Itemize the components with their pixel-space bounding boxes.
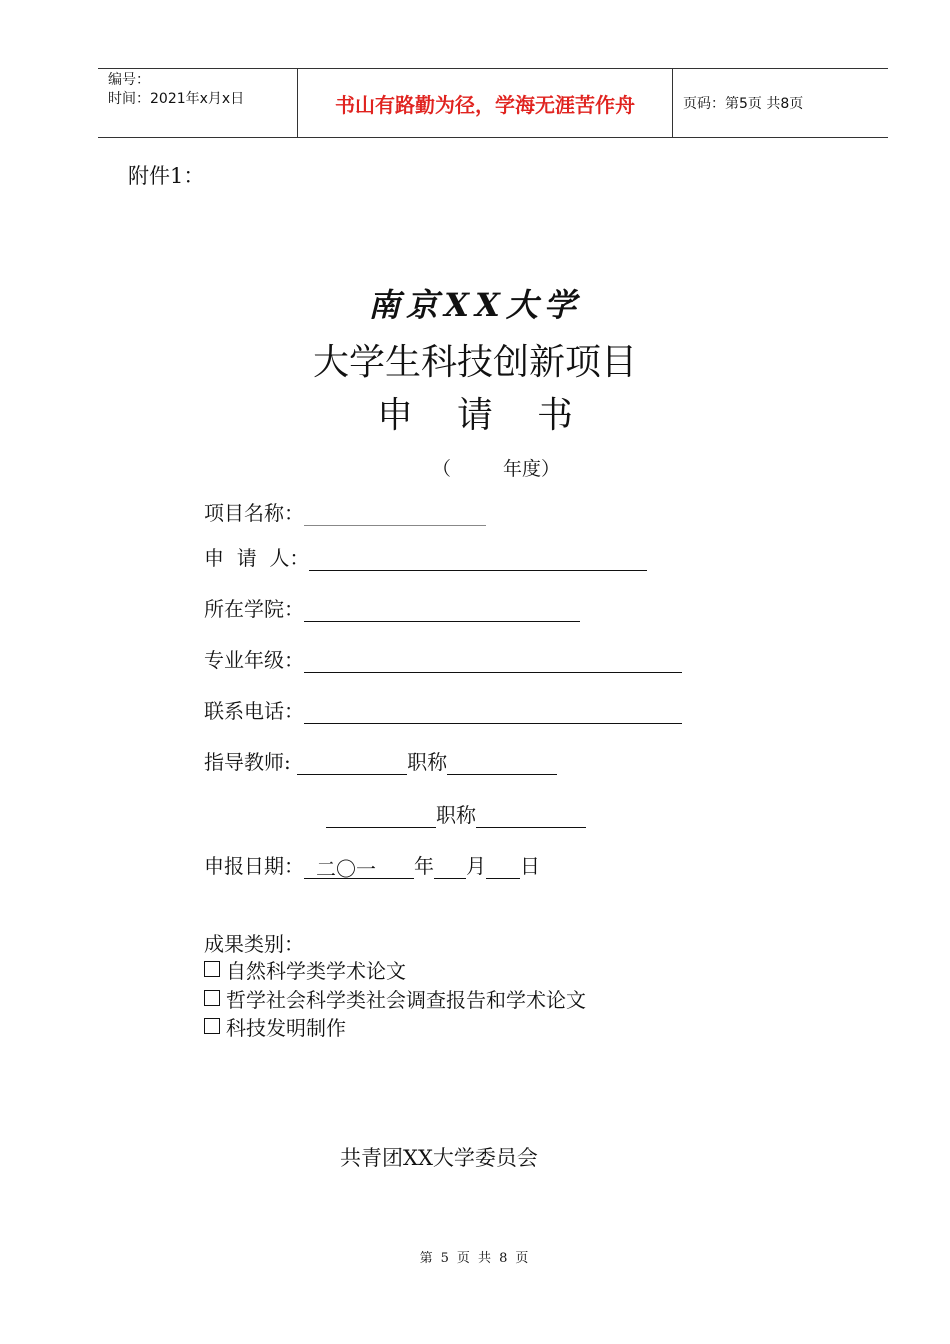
main-title: 大学生科技创新项目 — [312, 342, 637, 383]
university-title: 南京XX大学 — [368, 286, 582, 324]
page-number-mid: 页 共 — [456, 1251, 494, 1266]
date-label: 申报日期： — [204, 854, 304, 878]
date-month-label: 月 — [466, 854, 486, 878]
advisor2-title-label: 职称 — [436, 803, 476, 827]
applicant-row — [204, 541, 647, 571]
date-year-prefix: 二〇一 — [316, 857, 376, 881]
date-year-label: 年 — [414, 854, 434, 878]
advisor-title-label: 职称 — [407, 750, 448, 774]
category-title: 成果类别： — [204, 932, 304, 956]
page-number-current: 5 — [440, 1251, 451, 1266]
phone-row — [204, 694, 682, 724]
code-label: 编号： — [108, 72, 150, 88]
advisor2-row — [326, 798, 586, 828]
applicant-input[interactable] — [309, 544, 647, 571]
application-title: 申请书 — [376, 395, 617, 436]
category-option-label: 科技发明制作 — [226, 1016, 346, 1040]
header-motto: 书山有路勤为径，学海无涯苦作舟 — [335, 92, 635, 117]
applicant-label: 申 请 人： — [204, 546, 310, 570]
date-day-input[interactable] — [486, 852, 520, 879]
date-month-input[interactable] — [434, 852, 466, 879]
category-option[interactable] — [204, 984, 586, 1013]
year-line — [432, 454, 560, 481]
advisor-label: 指导教师: — [204, 750, 298, 774]
advisor-title-input[interactable] — [447, 748, 557, 775]
page-number — [0, 1247, 950, 1266]
phone-label: 联系电话： — [204, 699, 304, 723]
page-header — [98, 68, 888, 138]
major-grade-row — [204, 643, 682, 673]
page-number-prefix: 第 — [419, 1251, 435, 1266]
college-label: 所在学院： — [204, 597, 304, 621]
project-name-input[interactable] — [304, 499, 486, 526]
header-page-info: 页码：第5页 共8页 — [683, 96, 804, 112]
college-input[interactable] — [304, 595, 580, 622]
category-option-label: 自然科学类学术论文 — [226, 959, 406, 983]
checkbox-icon[interactable] — [204, 1018, 220, 1034]
category-option[interactable] — [204, 1012, 346, 1041]
project-name-row — [204, 496, 486, 526]
major-grade-input[interactable] — [304, 646, 682, 673]
attachment-label: 附件1： — [128, 164, 205, 188]
date-day-label: 日 — [520, 854, 540, 878]
project-name-label: 项目名称： — [204, 501, 304, 525]
major-grade-label: 专业年级： — [204, 648, 304, 672]
organization-name: 共青团XX大学委员会 — [340, 1146, 538, 1170]
page-number-total: 8 — [499, 1251, 510, 1266]
page-number-suffix: 页 — [515, 1251, 531, 1266]
checkbox-icon[interactable] — [204, 990, 220, 1006]
time-label: 时间：2021年x月x日 — [108, 91, 245, 107]
advisor2-input[interactable] — [326, 801, 436, 828]
phone-input[interactable] — [304, 697, 682, 724]
year-open: （ — [432, 458, 452, 480]
date-row — [204, 849, 540, 879]
date-year-input[interactable] — [304, 853, 414, 879]
checkbox-icon[interactable] — [204, 961, 220, 977]
advisor-input[interactable] — [297, 748, 407, 775]
advisor-row — [204, 745, 557, 775]
header-meta — [98, 69, 298, 137]
header-motto-cell — [298, 69, 673, 137]
college-row — [204, 592, 580, 622]
category-option[interactable] — [204, 955, 406, 984]
category-option-label: 哲学社会科学类社会调查报告和学术论文 — [226, 988, 586, 1012]
advisor2-title-input[interactable] — [476, 801, 586, 828]
year-close: 年度） — [503, 458, 561, 480]
